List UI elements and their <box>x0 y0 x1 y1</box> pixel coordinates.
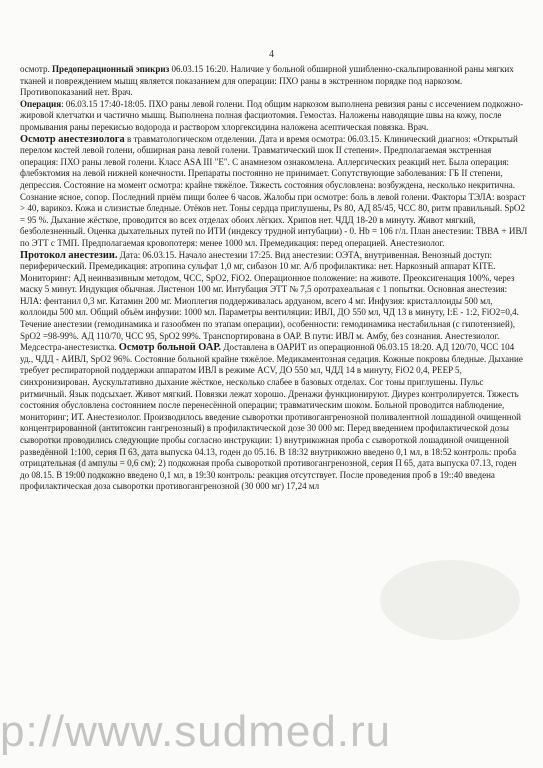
section-heading: Операция <box>20 98 62 109</box>
watermark-url: p://www.sudmed.ru <box>0 707 392 756</box>
paper-blot <box>380 560 520 640</box>
section-heading: Протокол анестезии. <box>20 249 118 261</box>
document-body <box>20 64 528 493</box>
page-number: 4 <box>269 49 274 60</box>
text-run: 06.03.15 16:20. Наличие у больной обширной ушибленно-скальпированной раны мягких тканей и повреждением мышц является показанием для операции: ПХО раны в экстренном порядке под наркозом. Противопоказаний нет. Врач. <box>20 64 514 98</box>
text-run: : 06.03.15 17:40-18:05. ПХО раны левой голени. Под общим наркозом выполнена ревизия раны с иссечением подкожно-жировой клетчатки и частично мышц. Выполнена полная фасциотомия. Гемостаз. Наложены наводящие швы на кожу, после промывания раны перекисью водорода и раствором хлоргексидина наложена асептическая повязка. Врач. <box>20 98 524 132</box>
anesthesiologist-exam-paragraph <box>20 134 528 250</box>
anesthesia-protocol-paragraph <box>20 250 528 493</box>
section-heading: Осмотр больной ОАР. <box>118 342 222 354</box>
text-run: осмотр. <box>20 64 53 74</box>
text-run: в травматологическом отделении. Дата и время осмотра: 06.03.15. Клинический диагноз: «Открытый перелом костей левой голени, обширная рана левой голени. Травматический шок II степени». Предполагаемая экстренная операция: ПХО раны левой голени. Класс ASA III "Е". С анамнезом ознакомлена. Аллергических реакций нет. Была операция: флебэктомия на левой нижней конечности. Препараты постоянно не принимает. Сопутствующие заболевания: ГБ II степени, депрессия. Состояние на момент осмотра: крайне тяжёлое. Тяжесть состояния обусловлена: возбуждена, несколько некритична. Сознание ясное, сопор. Последний приём пищи более 6 часов. Жалобы при осмотре: боль в левой голени. Факторы ТЭЛА: возраст > 40, варикоз. Кожа и слизистые бледные. Отёков нет. Тоны сердца приглушены, Ps 80, АД 85/45, ЧСС 80, ритм правильный. SpO2 = 95 %. Дыхание жёсткое, проводится во всех отделах обоих лёгких. Хрипов нет. ЧДД 18-20 в минуту. Живот мягкий, безболезненный. Оценка дыхательных путей по ИТИ (индексу трудной интубации) - 0. Hb = 106 г/л. План анестезии: ТВВА + ИВЛ по ЭТТ с ТМП. Предполагаемая кровопотеря: менее 1000 мл. Премедикация: перед операцией. Анестезиолог. <box>20 133 528 248</box>
pre-op-epicrisis-paragraph <box>20 64 528 99</box>
text-run: Доставлена в ОАРИТ из операционной 06.03.15 18:20. АД 120/70, ЧСС 104 уд., ЧДД - АИВЛ, SpO2 96%. Состояние больной крайне тяжёлое. Медикаментозная седация. Кожные покровы бледные. Дыхание требует респираторной поддержки аппаратом ИВЛ в режиме ACV, ДО 550 мл, ЧДД 14 в минуту, FiO2 0,4, PEEP 5, синхронизирован. Аускультативно дыхание жёсткое, несколько слабее в базовых отделах. Сог тоны приглушены. Пульс ритмичный. Язык подсыхает. Живот мягкий. Повязки лежат хорошо. Дренажи функционируют. Диурез контролируется. Тяжесть состояния обусловлена состоянием после перенесённой операции; травматическим шоком. Больной проводится наблюдение, мониторинг; ИТ. Анестезиолог. Производилось введение сыворотки противогангренозной поливалентной лошадиной очищенной концентрированной (антитоксин гангренозный) в профилактической дозе 30 000 мг. Перед введением профилактической дозы сыворотки проводились следующие пробы согласно инструкции: 1) внутрикожная проба с сывороткой лошадиной очищенной разведённой 1:100, серия П 63, дата выпуска 04.13, годен до 05.16. В 18:32 внутрикожно введено 0,1 мл, в 18:52 контроль: проба отрицательная (d ампулы = 0,6 см); 2) подкожная проба сывороткой противогангренозной, серия П 65, дата выпуска 07.13, годен до 08.15. В 19:00 подкожно введено 0,1 мл, в 19:30 контроль: реакция отсутствует. После проведения проб в 19::40 введена профилактическая доза сыворотки противогангренозной (30 000 мг) 17,24 мл <box>20 342 523 492</box>
section-heading: Осмотр анестезиолога <box>20 133 125 145</box>
text-run: Дата: 06.03.15. Начало анестезии 17:25. Вид анестезии: ОЭТА, внутривенная. Венозный доступ: периферический. Премедикация: атропина сульфат 1,0 мг, сибазон 10 мг. А/б профилактика: нет. Наркозный аппарат KITE. Мониторинг: АД неинвазивным методом, ЧСС, SpO2, FiO2. Операционное положение: на животе. Преоксигенация 100%, через маску 5 минут. Индукция обычная. Листенон 100 мг. Интубация ЭТТ № 7,5 оротрахеальная с 1 попытки. Основная анестезия: НЛА: фентанил 0,3 мг. Катамин 200 мг. Миоплегия поддерживалась ардуаном, всего 4 мг. Инфузия: кристаллоиды 500 мл, коллоиды 500 мл. Общий объём инфузии: 1000 мл. Параметры вентиляции: ИВЛ, ДО 550 мл, ЧД 13 в минуту, I:E - 1:2, FiO2=0,4. Течение анестезии (гемодинамика и газообмен по этапам операции), особенности: гемодинамика нестабильная (с гипотензией), SpO2 =98-99%. АД 110/70, ЧСС 95, SpO2 99%. Транспортирована в ОАР. В пути: ИВЛ м. Амбу, без сознания. Анестезиолог. Медсестра-анестезистка. <box>20 249 519 353</box>
section-heading: Предоперационный эпикриз <box>52 64 170 74</box>
operation-paragraph <box>20 99 528 134</box>
